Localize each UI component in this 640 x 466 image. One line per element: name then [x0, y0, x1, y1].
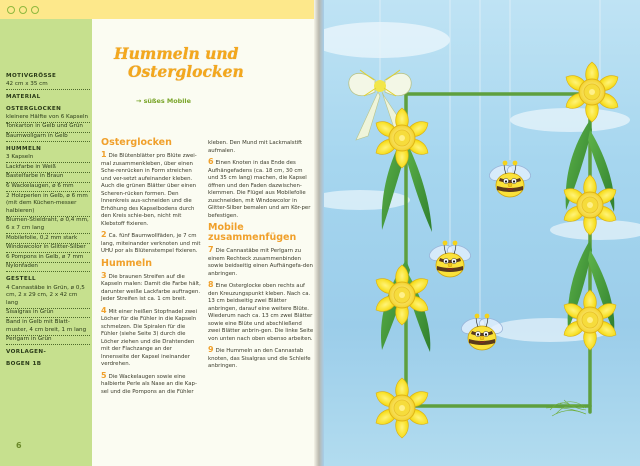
material-item: 42 cm x 35 cm: [6, 81, 90, 91]
sidebar-heading: HUMMELN: [6, 146, 42, 153]
daffodil-flower: [373, 108, 431, 168]
material-item: Lackfarbe in Weiß: [6, 163, 90, 173]
step-number: 4: [101, 305, 107, 315]
material-item: Perlgarn in Grün: [6, 336, 90, 346]
step-number: 1: [101, 150, 107, 159]
step-number: 2: [101, 230, 107, 239]
sidebar-heading: OSTERGLOCKEN: [6, 105, 62, 112]
step-text: Einen Knoten in das Ende des Aufhängefadens (ca. 18 cm, 30 cm und 35 cm lang) machen, die Kapsel öffnen und den Faden dazwischen-klemmen. Die Flügel aus Mobilefolie zuschneiden, mit Windowcolor in Glitter-Silber bemalen und am Kör-per befestigen.: [208, 160, 311, 219]
sidebar-heading: BOGEN 1B: [6, 360, 42, 367]
section-heading: Hummeln: [101, 257, 152, 269]
page-subtitle: → süßes Mobile: [136, 97, 191, 105]
step-text: kleben. Den Mund mit Lackmalstift aufmalen.: [208, 140, 303, 154]
step-text: Ca. fünf Baumwollfäden, je 7 cm lang, miteinander verknoten und mit UHU por als Blütenstempel fixieren.: [101, 233, 201, 254]
instruction-step: [101, 372, 201, 397]
step-number: 9: [208, 345, 214, 354]
instruction-step: [208, 140, 314, 155]
book-gutter: [314, 0, 324, 466]
material-item: Blumen-Stieldraht, ø 0,4 mm, 6 x 7 cm lang: [6, 217, 90, 234]
step-text: Die Cannastäbe mit Perlgarn zu einem Rechteck zusammenbinden sowie beidseitig einen Aufhängefa-den anbringen.: [208, 248, 313, 277]
step-text: Die Wackelaugen sowie eine halbierte Perle als Nase an die Kap-sel und die Pompons an die Fühler: [101, 373, 197, 395]
material-list: [6, 69, 90, 368]
step-text: Die Blütenblätter pro Blüte zwei-mal zusammenkleben, über einen Sche-renrücken in Form streichen und ver-setzt aufeinander kleben. Auch die grünen Blätter über einen Scheren-rücken formen. Den Innenkreis aus-schneiden und die Erhöhung des Kapselbodens durch den Kreis schie-ben, nicht mit Klebstoff fixieren.: [101, 153, 197, 227]
title-line-2: Osterglocken: [128, 62, 244, 81]
sidebar-heading: MOTIVGRÖSSE: [6, 73, 57, 79]
title-line-1: Hummeln und: [114, 44, 239, 63]
material-item: Mobilefolie, 0,2 mm stark: [6, 234, 90, 244]
step-text: Die braunen Streifen auf die Kapseln malen: Damit die Farbe hält, darunter weiße Lackfarbe auftragen. Jeder Streifen ist ca. 1 cm breit.: [101, 273, 201, 302]
material-item: Baumwollgarn in Gelb: [6, 133, 90, 143]
step-number: 5: [101, 370, 107, 380]
circle-icon: [7, 6, 15, 14]
sidebar-heading: VORLAGEN-: [6, 349, 47, 356]
instructions-column-left: [101, 137, 201, 399]
step-text: Eine Osterglocke oben rechts auf den Kreuzungspunkt kleben. Nach ca. 13 cm beidseitig zwei Blätter anbringen, darauf eine weitere Blüte. Wiederum nach ca. 13 cm zwei Blätter sowie eine Blüte und abschließend zwei Blätter anbrin-gen. Die linke Seite von unten nach oben ebenso arbeiten.: [208, 283, 314, 342]
bumblebee: [427, 241, 472, 277]
material-item: 2 Holzperlen in Gelb, ø 6 mm (mit dem Küchen-messer halbieren): [6, 192, 90, 217]
material-item: Nylonfaden: [6, 263, 90, 273]
top-color-bar: [0, 0, 318, 19]
mobile-photo: [320, 0, 640, 466]
left-page: [0, 0, 318, 466]
material-item: kleinere Hälfte von 6 Kapseln: [6, 113, 90, 123]
instruction-step: [101, 307, 201, 369]
material-item: 6 Wackelaugen, ø 6 mm: [6, 183, 90, 193]
step-text: Die Hummeln an den Cannastab knoten, das Sisalgras und die Schleife anbringen.: [208, 348, 311, 369]
sisal-grass: [546, 400, 586, 416]
material-item: 6 Pompons in Gelb, ø 7 mm: [6, 253, 90, 263]
instructions-column-right: [208, 140, 314, 374]
instruction-step: [208, 246, 314, 278]
material-item: Windowcolor in Glitter-Silber: [6, 244, 90, 254]
step-number: 7: [208, 245, 214, 254]
step-number: 6: [208, 157, 214, 166]
circle-icon: [31, 6, 39, 14]
material-item: Tonkarton in Gelb und Grün: [6, 123, 90, 133]
step-text: Mit einer heißen Stopfnadel zwei Löcher für die Fühler in die Kapseln schmelzen. Die Spiralen für die Fühler (siehe Seite 3) durch die Löcher ziehen und die Drahtenden mit der Flachzange an der Innenseite der Kapsel ineinander verdrehen.: [101, 308, 197, 367]
instruction-step: [208, 281, 314, 343]
sidebar-heading: MATERIAL: [6, 94, 41, 101]
material-item: Band in Gelb mit Blatt-muster, 4 cm breit, 1 m lang: [6, 318, 90, 335]
instruction-step: [101, 272, 201, 304]
step-number: 3: [101, 270, 107, 280]
material-item: 3 Kapseln: [6, 154, 90, 164]
instruction-step: [208, 158, 314, 220]
instructions-area: [96, 19, 318, 466]
material-item: Sisalgras in Grün: [6, 309, 90, 319]
section-heading: Osterglocken: [101, 137, 172, 148]
material-sidebar: [0, 19, 92, 466]
page-number: 6: [16, 441, 22, 450]
material-item: Bastelfarbe in Braun: [6, 173, 90, 183]
daffodil-flower: [373, 378, 431, 438]
circle-icon: [19, 6, 27, 14]
instruction-step: [101, 151, 201, 228]
bumblebee: [459, 314, 504, 350]
instruction-step: [101, 231, 201, 256]
section-heading: Mobile zusammenfügen: [208, 222, 297, 243]
decorative-dots: [7, 6, 39, 14]
mobile-photo-illustration: [320, 0, 640, 466]
sidebar-heading: GESTELL: [6, 276, 37, 283]
page-title: [114, 45, 244, 81]
material-item: 4 Cannastäbe in Grün, ø 0,5 cm, 2 x 29 cm, 2 x 42 cm lang: [6, 284, 90, 309]
instruction-step: [208, 346, 314, 371]
bumblebee: [487, 161, 532, 197]
step-number: 8: [208, 280, 214, 289]
